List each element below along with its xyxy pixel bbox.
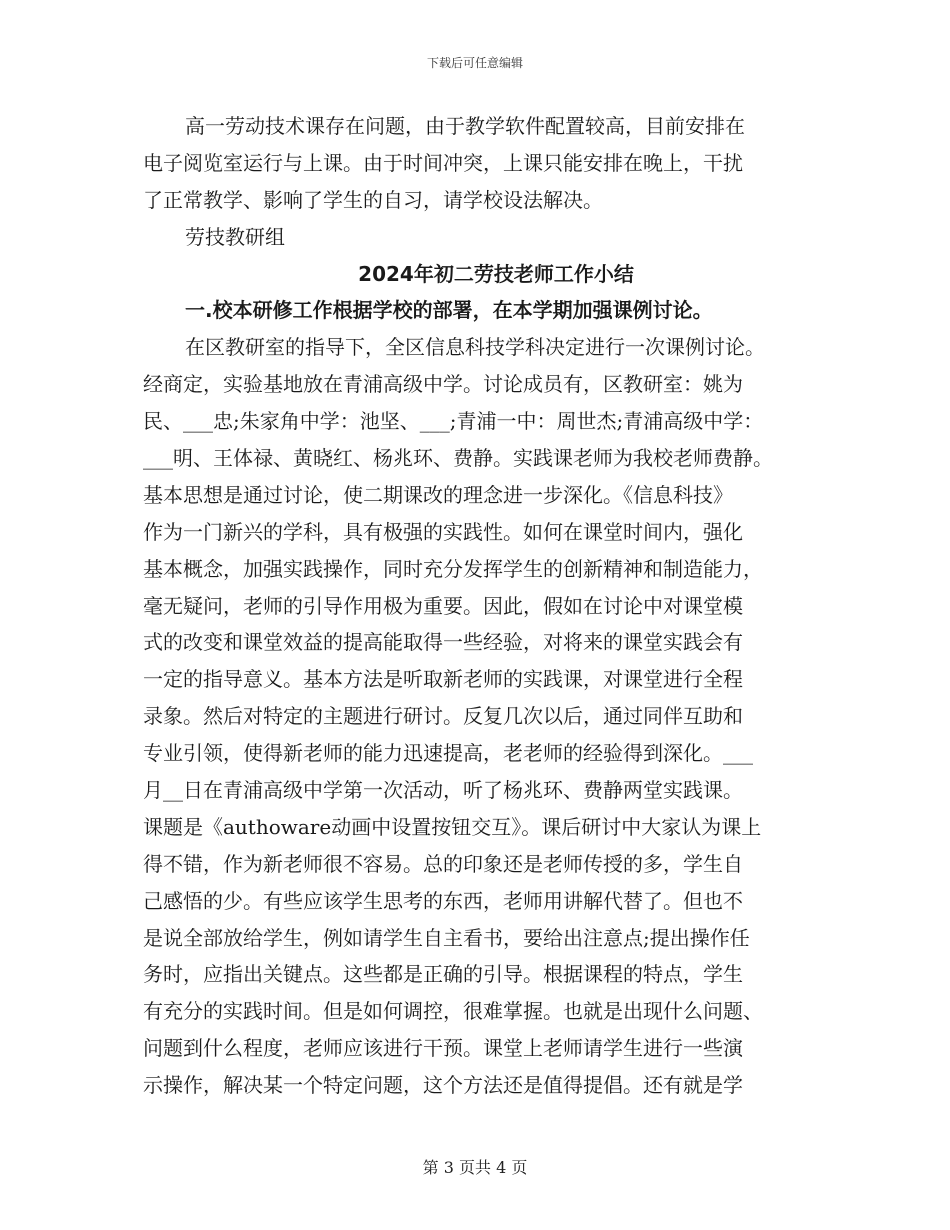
text-line: 了正常教学、影响了学生的自习，请学校设法解决。 xyxy=(143,187,603,212)
text-line: 经商定，实验基地放在青浦高级中学。讨论成员有，区教研室：姚为 xyxy=(143,372,743,397)
document-title: 2024年初二劳技老师工作小结 xyxy=(358,261,634,286)
text-line: 务时，应指出关键点。这些都是正确的引导。根据课程的特点，学生 xyxy=(143,962,743,987)
text-line: 基本思想是通过讨论，使二期课改的理念进一步深化。《信息科技》 xyxy=(143,482,733,507)
text-line: 月__日在青浦高级中学第一次活动，听了杨兆环、费静两堂实践课。 xyxy=(143,778,743,803)
page-indicator: 第 3 页共 4 页 xyxy=(422,1158,528,1177)
text-line: 录象。然后对特定的主题进行研讨。反复几次以后，通过同伴互助和 xyxy=(143,704,743,729)
text-line: 示操作，解决某一个特定问题，这个方法还是值得提倡。还有就是学 xyxy=(143,1073,743,1098)
text-line: 在区教研室的指导下，全区信息科技学科决定进行一次课例讨论。 xyxy=(185,335,765,360)
text-line: 毫无疑问，老师的引导作用极为重要。因此，假如在讨论中对课堂模 xyxy=(143,593,743,618)
text-line: 基本概念，加强实践操作，同时充分发挥学生的创新精神和制造能力， xyxy=(143,556,763,581)
paragraph-case-study xyxy=(143,329,807,1104)
text-line: 己感悟的少。有些应该学生思考的东西，老师用讲解代替了。但也不 xyxy=(143,888,743,913)
document-body xyxy=(143,108,807,1104)
text-line: 一定的指导意义。基本方法是听取新老师的实践课，对课堂进行全程 xyxy=(143,667,743,692)
text-line: 问题到什么程度，老师应该进行干预。课堂上老师请学生进行一些演 xyxy=(143,1036,743,1061)
text-line: 高一劳动技术课存在问题，由于教学软件配置较高，目前安排在 xyxy=(185,114,745,138)
text-line: 得不错，作为新老师很不容易。总的印象还是老师传授的多，学生自 xyxy=(143,851,743,876)
text-line: 作为一门新兴的学科，具有极强的实践性。如何在课堂时间内，强化 xyxy=(143,519,743,544)
text-line: ___明、王体禄、黄晓红、杨兆环、费静。实践课老师为我校老师费静。 xyxy=(143,446,773,471)
header-note: 下载后可任意编辑 xyxy=(426,56,523,70)
text-line: 式的改变和课堂效益的提高能取得一些经验，对将来的课堂实践会有 xyxy=(143,630,743,655)
paragraph-labor-tech-issue xyxy=(143,108,807,219)
text-line: 课题是《authoware动画中设置按钮交互》。课后研讨中大家认为课上 xyxy=(143,814,762,839)
text-line: 电子阅览室运行与上课。由于时间冲突，上课只能安排在晚上，干扰 xyxy=(143,150,743,175)
text-line: 专业引领，使得新老师的能力迅速提高，老老师的经验得到深化。___ xyxy=(143,741,753,766)
text-line: 是说全部放给学生，例如请学生自主看书，要给出注意点;提出操作任 xyxy=(143,925,750,950)
signature: 劳技教研组 xyxy=(185,224,285,249)
section-heading: 一.校本研修工作根据学校的部署，在本学期加强课例讨论。 xyxy=(185,298,713,323)
text-line: 民、___忠;朱家角中学：池坚、___;青浦一中：周世杰;青浦高级中学： xyxy=(143,409,764,434)
text-line: 有充分的实践时间。但是如何调控，很难掌握。也就是出现什么问题、 xyxy=(143,999,763,1024)
